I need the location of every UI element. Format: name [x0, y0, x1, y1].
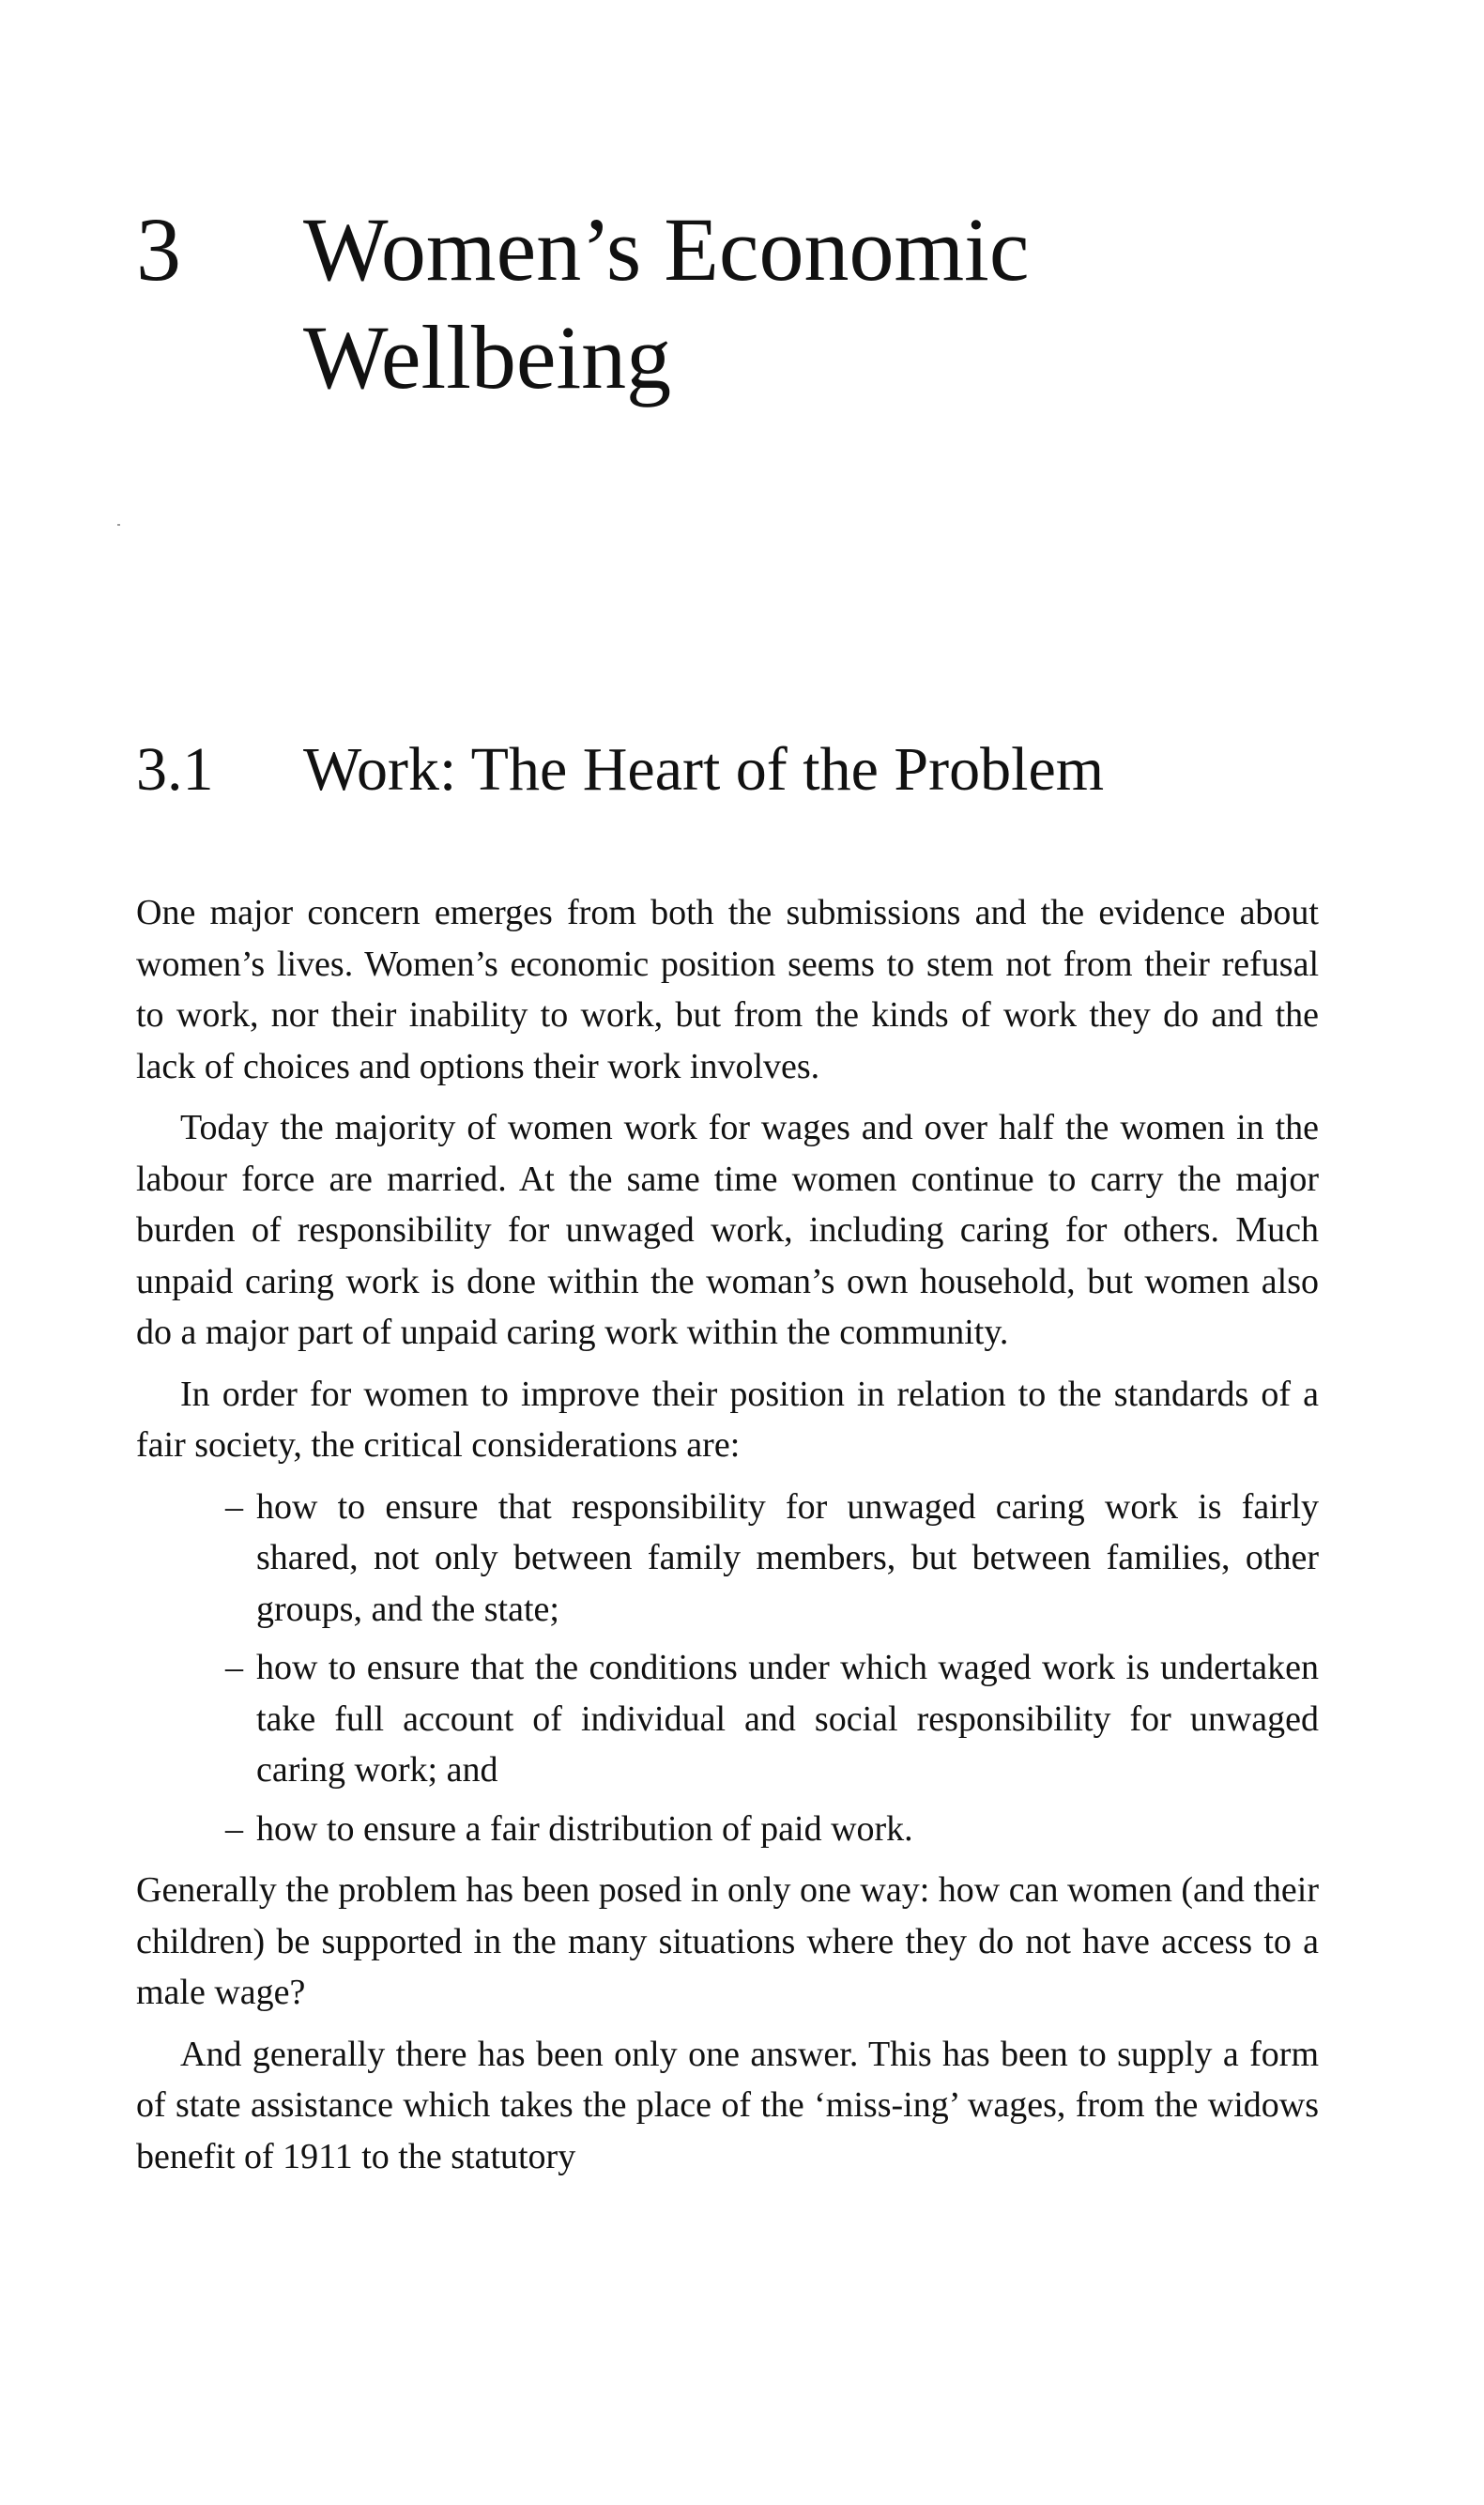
section-heading — [136, 732, 1356, 807]
list-item — [136, 1804, 1319, 1855]
list-item-text: how to ensure that responsibility for unwaged caring work is fairly shared, not only between family members, but between families, other groups, and the state; — [256, 1486, 1319, 1629]
list-item — [136, 1482, 1319, 1636]
paragraph-4: Generally the problem has been posed in only one way: how can women (and their children) be supported in the many situations where they do not have access to a male wage? — [136, 1870, 1319, 2012]
list-dash: – — [225, 1486, 243, 1527]
list-item-text: how to ensure that the conditions under which waged work is undertaken take full account of individual and social responsibility for unwaged caring work; and — [256, 1648, 1319, 1790]
paragraph-3: In order for women to improve their position in relation to the standards of a fair society, the critical considerations are: — [136, 1374, 1319, 1465]
list-item — [136, 1642, 1319, 1796]
paragraph-2: Today the majority of women work for wages and over half the women in the labour force are married. At the same time women continue to carry the major burden of responsibility for unwaged work, including caring for others. Much unpaid caring work is done within the woman’s own household, but women also do a major part of unpaid caring work within the community. — [136, 1108, 1319, 1352]
body-text — [136, 887, 1319, 2192]
list-dash: – — [225, 1808, 243, 1849]
chapter-number: 3 — [136, 199, 181, 300]
considerations-list — [136, 1482, 1319, 1855]
list-item-text: how to ensure a fair distribution of paid work. — [256, 1808, 913, 1849]
list-dash: – — [225, 1648, 243, 1687]
section-number: 3.1 — [136, 735, 214, 804]
scan-speck — [117, 524, 120, 526]
paragraph-1: One major concern emerges from both the submissions and the evidence about women’s lives. Women’s economic position seems to stem not from their refusal to work, nor their inability to work, but from the kinds of work they do and the lack of choices and options their work involves. — [136, 893, 1319, 1086]
chapter-heading — [136, 195, 1309, 411]
chapter-title: Women’s Economic Wellbeing — [303, 199, 1030, 407]
paragraph-5: And generally there has been only one answer. This has been to supply a form of state assistance which takes the place of the ‘miss-ing’ wages, from the widows benefit of 1911 to the statutory — [136, 2034, 1319, 2176]
section-title: Work: The Heart of the Problem — [303, 735, 1105, 804]
